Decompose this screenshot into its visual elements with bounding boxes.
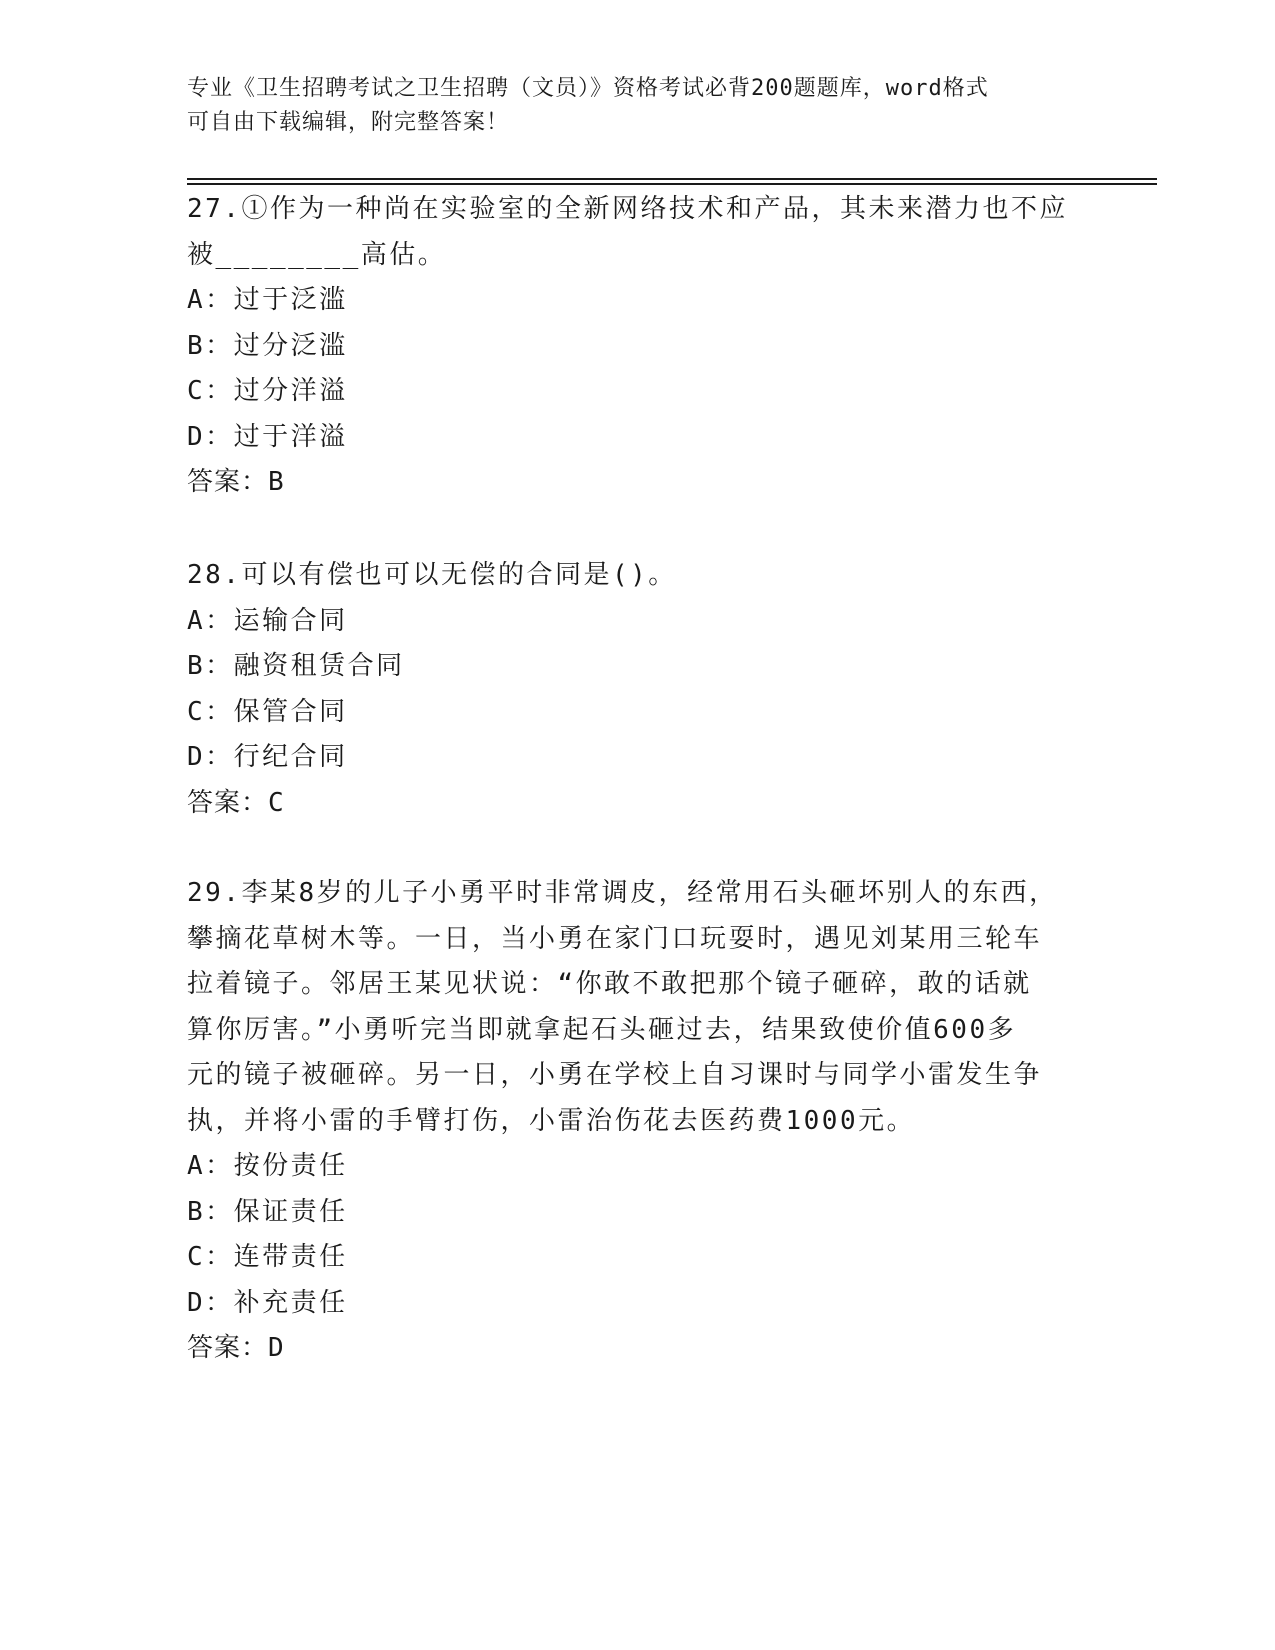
answer-value: D (268, 1333, 285, 1363)
question-text-line: 算你厉害。”小勇听完当即就拿起石头砸过去，结果致使价值600多 (187, 1014, 1017, 1045)
question-29 (187, 871, 1087, 1372)
option-c (187, 690, 1087, 736)
option-label: A： (187, 605, 234, 636)
answer-line (187, 460, 1087, 506)
option-c (187, 1235, 1087, 1281)
question-text-line: 29.李某8岁的儿子小勇平时非常调皮，经常用石头砸坏别人的东西， (187, 878, 1058, 908)
option-text: 融资租赁合同 (233, 651, 405, 681)
document-header (187, 72, 1087, 140)
question-27 (187, 187, 1087, 506)
answer-prefix: 答案： (187, 1333, 269, 1363)
answer-prefix: 答案： (187, 467, 269, 497)
option-text: 过分泛滥 (233, 330, 348, 361)
option-text: 补充责任 (233, 1287, 348, 1318)
header-divider-top (187, 178, 1157, 180)
option-label: D： (187, 742, 234, 772)
question-28 (187, 553, 1087, 826)
answer-line (187, 781, 1087, 827)
option-text: 过于泛滥 (233, 285, 348, 315)
option-label: D： (187, 1287, 234, 1318)
option-b (187, 324, 1087, 370)
answer-prefix: 答案： (187, 787, 269, 818)
header-line-1: 专业《卫生招聘考试之卫生招聘（文员）》资格考试必背200题题库，word格式 (187, 76, 989, 101)
question-text-line: 27.①作为一种尚在实验室的全新网络技术和产品，其未来潜力也不应 (187, 194, 1068, 224)
option-a (187, 1144, 1087, 1190)
option-text: 保证责任 (233, 1196, 348, 1227)
option-c (187, 369, 1087, 415)
question-text-line: 元的镜子被砸碎。另一日，小勇在学校上自习课时与同学小雷发生争 (187, 1060, 1043, 1090)
answer-value: B (268, 467, 285, 497)
question-text-line: 攀摘花草树木等。一日，当小勇在家门口玩耍时，遇见刘某用三轮车 (187, 923, 1043, 954)
option-text: 过于洋溢 (233, 421, 348, 452)
option-b (187, 1190, 1087, 1236)
option-label: B： (187, 1196, 234, 1227)
option-d (187, 415, 1087, 461)
option-label: C： (187, 376, 234, 406)
option-d (187, 1281, 1087, 1327)
option-label: A： (187, 285, 234, 315)
header-line-2: 可自由下载编辑，附完整答案！ (187, 110, 510, 135)
option-a (187, 278, 1087, 324)
question-text-line: 拉着镜子。邻居王某见状说：“你敢不敢把那个镜子砸碎，敢的话就 (187, 969, 1032, 999)
option-a (187, 599, 1087, 645)
option-label: C： (187, 696, 234, 727)
option-label: A： (187, 1151, 234, 1181)
header-divider-bottom (187, 183, 1157, 185)
question-text-line: 28.可以有偿也可以无偿的合同是()。 (187, 560, 677, 590)
question-text-line: 被________高估。 (187, 239, 447, 270)
option-label: C： (187, 1242, 234, 1272)
option-label: B： (187, 651, 234, 681)
option-b (187, 644, 1087, 690)
option-text: 按份责任 (233, 1151, 348, 1181)
option-d (187, 735, 1087, 781)
answer-value: C (268, 787, 285, 818)
option-text: 过分洋溢 (233, 376, 348, 406)
option-label: D： (187, 421, 234, 452)
option-text: 保管合同 (233, 696, 348, 727)
option-text: 运输合同 (233, 605, 348, 636)
question-text-line: 执，并将小雷的手臂打伤，小雷治伤花去医药费1000元。 (187, 1105, 916, 1136)
option-text: 连带责任 (233, 1242, 348, 1272)
answer-line (187, 1326, 1087, 1372)
option-label: B： (187, 330, 234, 361)
option-text: 行纪合同 (233, 742, 348, 772)
